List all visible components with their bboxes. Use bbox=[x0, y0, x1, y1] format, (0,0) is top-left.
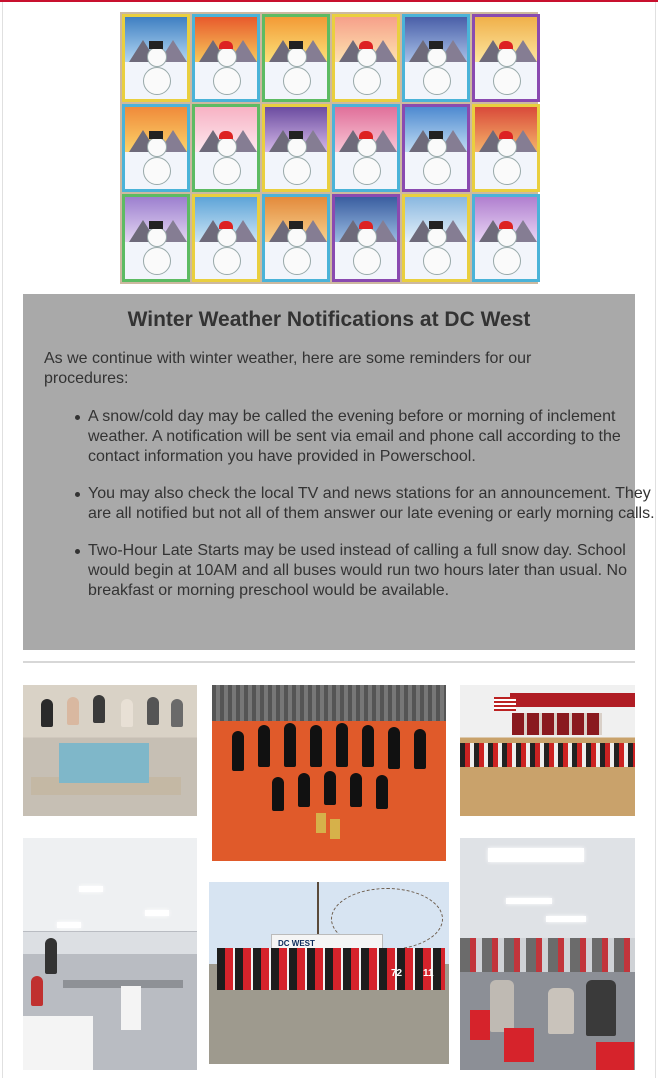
snowman-icon bbox=[353, 247, 381, 275]
snowman-icon bbox=[493, 247, 521, 275]
snowman-icon bbox=[493, 157, 521, 185]
notice-title: Winter Weather Notifications at DC West bbox=[127, 308, 531, 331]
snowman-drawing bbox=[472, 104, 540, 192]
bullet-icon bbox=[75, 549, 80, 554]
photo-team-trailer bbox=[209, 882, 449, 1064]
snowman-drawing bbox=[402, 104, 470, 192]
snowman-art-collage bbox=[120, 12, 538, 284]
snowman-icon bbox=[143, 67, 171, 95]
snowman-drawing bbox=[192, 104, 260, 192]
snowman-drawing bbox=[332, 14, 400, 102]
snowman-drawing bbox=[332, 194, 400, 282]
jersey-number: 11 bbox=[423, 968, 434, 979]
snowman-drawing bbox=[472, 14, 540, 102]
photo-dance-team-trophies bbox=[212, 685, 446, 861]
snowman-icon bbox=[283, 157, 311, 185]
snowman-drawing bbox=[262, 104, 330, 192]
snowman-drawing bbox=[192, 14, 260, 102]
snowman-drawing bbox=[122, 104, 190, 192]
snowman-icon bbox=[423, 67, 451, 95]
us-flag-icon bbox=[494, 697, 516, 711]
photo-gym-lineup bbox=[460, 685, 635, 816]
procedure-item-snow-day: A snow/cold day may be called the evening before or morning of inclement weather. A notification will be sent via email and phone call according to the contact information you have provided in Powerschool. bbox=[88, 407, 658, 467]
notice-intro: As we continue with winter weather, here are some reminders for our procedures: bbox=[44, 350, 532, 387]
snowman-drawing bbox=[402, 14, 470, 102]
snowman-icon bbox=[353, 157, 381, 185]
trailer-label: DC WEST bbox=[278, 939, 315, 948]
winter-weather-notice bbox=[23, 294, 655, 650]
snowman-drawing bbox=[192, 194, 260, 282]
snowman-icon bbox=[493, 67, 521, 95]
jersey-number: 72 bbox=[391, 968, 403, 979]
procedure-list bbox=[44, 407, 658, 618]
snowman-icon bbox=[283, 67, 311, 95]
snowman-icon bbox=[423, 157, 451, 185]
photo-cafeteria bbox=[460, 838, 635, 1070]
bullet-icon bbox=[75, 492, 80, 497]
snowman-drawing bbox=[402, 194, 470, 282]
trophy-icon bbox=[330, 819, 340, 839]
snowman-icon bbox=[213, 247, 241, 275]
bullet-icon bbox=[75, 415, 80, 420]
snowman-drawing bbox=[332, 104, 400, 192]
section-divider bbox=[23, 661, 635, 663]
snowman-icon bbox=[143, 247, 171, 275]
snowman-icon bbox=[143, 157, 171, 185]
photo-classroom bbox=[23, 838, 197, 1070]
snowman-drawing bbox=[122, 14, 190, 102]
snowman-icon bbox=[283, 247, 311, 275]
snowman-drawing bbox=[472, 194, 540, 282]
snowman-icon bbox=[213, 157, 241, 185]
procedure-item-late-start: Two-Hour Late Starts may be used instead of calling a full snow day. School would begin at 10AM and all buses would run two hours later than usual. No breakfast or morning preschool would be available. bbox=[88, 541, 658, 601]
photo-students-project bbox=[23, 685, 197, 816]
snowman-icon bbox=[423, 247, 451, 275]
snowman-icon bbox=[353, 67, 381, 95]
snowman-drawing bbox=[122, 194, 190, 282]
snowman-icon bbox=[213, 67, 241, 95]
procedure-item-tv-news: You may also check the local TV and news stations for an announcement. They are all notified but not all of them answer our late evening or early morning calls. bbox=[88, 484, 658, 524]
snowman-drawing bbox=[262, 194, 330, 282]
trophy-icon bbox=[316, 813, 326, 833]
snowman-drawing bbox=[262, 14, 330, 102]
